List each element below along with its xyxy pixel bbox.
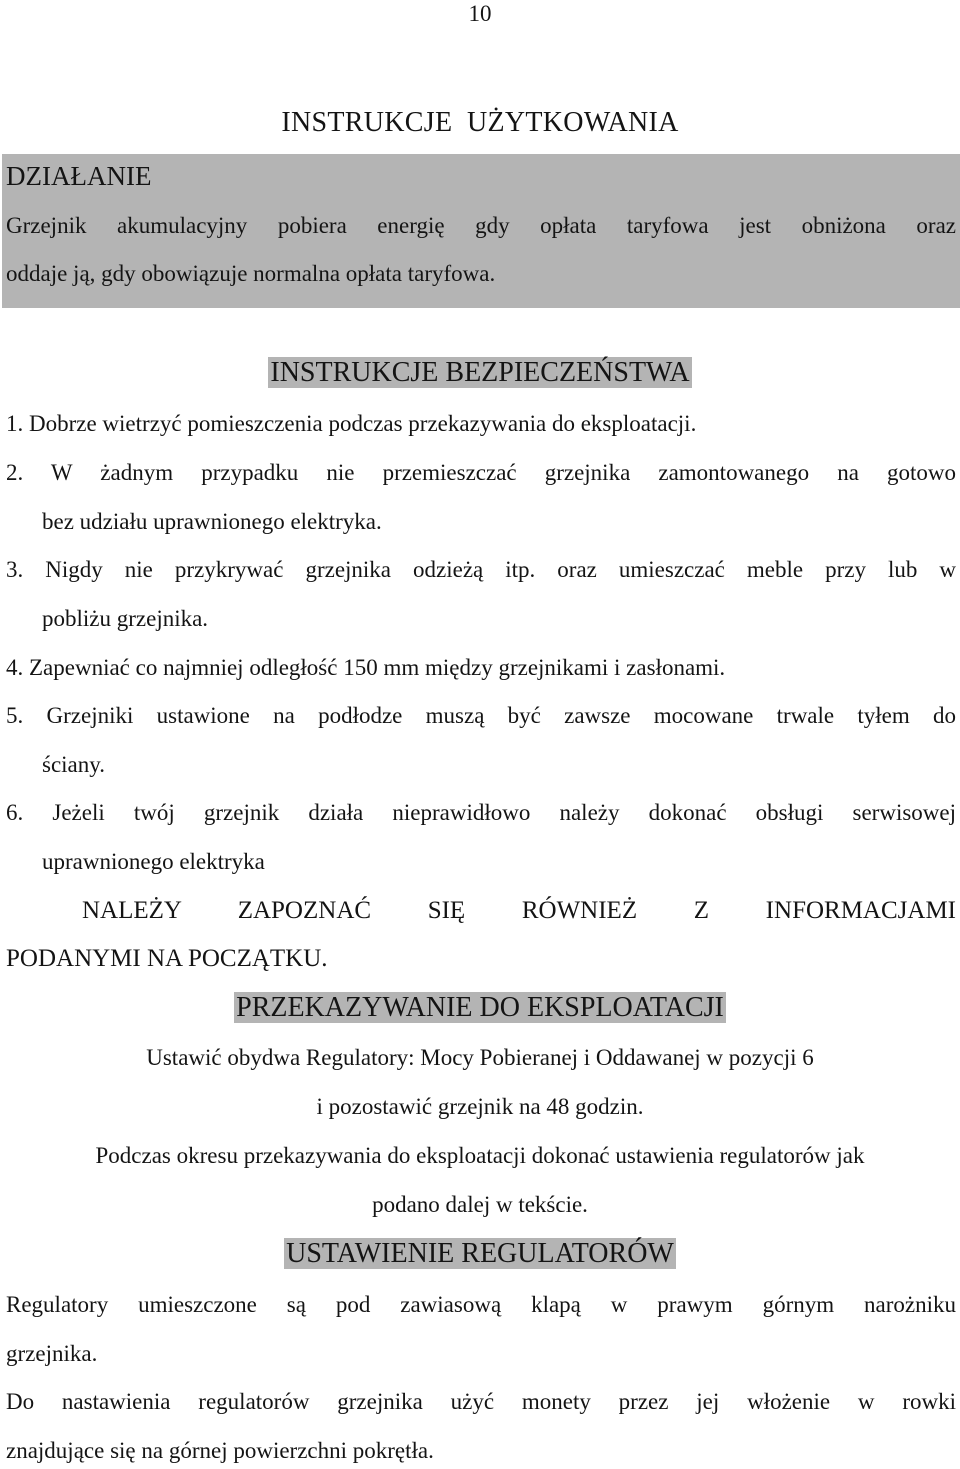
regulators-p2-line-1: Do nastawienia regulatorów grzejnika użyć monety przez jej włożenie w rowki: [6, 1389, 956, 1414]
regulators-p1-line-2: grzejnika.: [6, 1341, 98, 1366]
commissioning-heading: [0, 991, 960, 1025]
safety-item-6-cont: uprawnionego elektryka: [42, 849, 265, 874]
regulators-p2-line-2: znajdujące się na górnej powierzchni pokrętła.: [6, 1438, 434, 1463]
commissioning-heading-text: PRZEKAZYWANIE DO EKSPLOATACJI: [236, 992, 724, 1023]
safety-item-6: 6. Jeżeli twój grzejnik działa nieprawidłowo należy dokonać obsługi serwisowej: [6, 800, 956, 825]
safety-item-3: 3. Nigdy nie przykrywać grzejnika odzieżą itp. oraz umieszczać meble przy lub w: [6, 557, 956, 582]
commissioning-line-2: i pozostawić grzejnik na 48 godzin.: [316, 1094, 644, 1119]
safety-item-4: 4. Zapewniać co najmniej odległość 150 mm między grzejnikami i zasłonami.: [6, 655, 726, 680]
commissioning-line-3: Podczas okresu przekazywania do eksploatacji dokonać ustawienia regulatorów jak: [95, 1143, 865, 1168]
commissioning-line-1: Ustawić obydwa Regulatory: Mocy Pobieranej i Oddawanej w pozycji 6: [146, 1045, 814, 1070]
safety-item-2: 2. W żadnym przypadku nie przemieszczać grzejnika zamontowanego na gotowo: [6, 460, 956, 485]
dzialanie-text-line-1: Grzejnik akumulacyjny pobiera energię gdy opłata taryfowa jest obniżona oraz: [6, 213, 956, 238]
safety-heading: [0, 356, 960, 390]
regulators-p1-line-1: Regulatory umieszczone są pod zawiasową klapą w prawym górnym narożniku: [6, 1292, 956, 1317]
safety-item-3-cont: pobliżu grzejnika.: [42, 606, 209, 631]
safety-item-5-cont: ściany.: [42, 752, 106, 777]
page-number: 10: [468, 1, 492, 26]
safety-heading-text: INSTRUKCJE BEZPIECZEŃSTWA: [270, 357, 690, 388]
safety-note-line-2: PODANYMI NA POCZĄTKU.: [6, 945, 328, 972]
dzialanie-heading: DZIAŁANIE: [6, 161, 152, 191]
safety-item-2-cont: bez udziału uprawnionego elektryka.: [42, 509, 382, 534]
page-title: INSTRUKCJE UŻYTKOWANIA: [281, 107, 679, 138]
regulators-heading: [0, 1237, 960, 1271]
commissioning-line-4: podano dalej w tekście.: [372, 1192, 588, 1217]
regulators-heading-text: USTAWIENIE REGULATORÓW: [286, 1238, 674, 1269]
dzialanie-text-line-2: oddaje ją, gdy obowiązuje normalna opłata taryfowa.: [6, 261, 496, 286]
safety-item-1: 1. Dobrze wietrzyć pomieszczenia podczas przekazywania do eksploatacji.: [6, 411, 697, 436]
safety-item-5: 5. Grzejniki ustawione na podłodze muszą być zawsze mocowane trwale tyłem do: [6, 703, 956, 728]
safety-note-line-1: NALEŻY ZAPOZNAĆ SIĘ RÓWNIEŻ Z INFORMACJAMI: [82, 897, 956, 924]
